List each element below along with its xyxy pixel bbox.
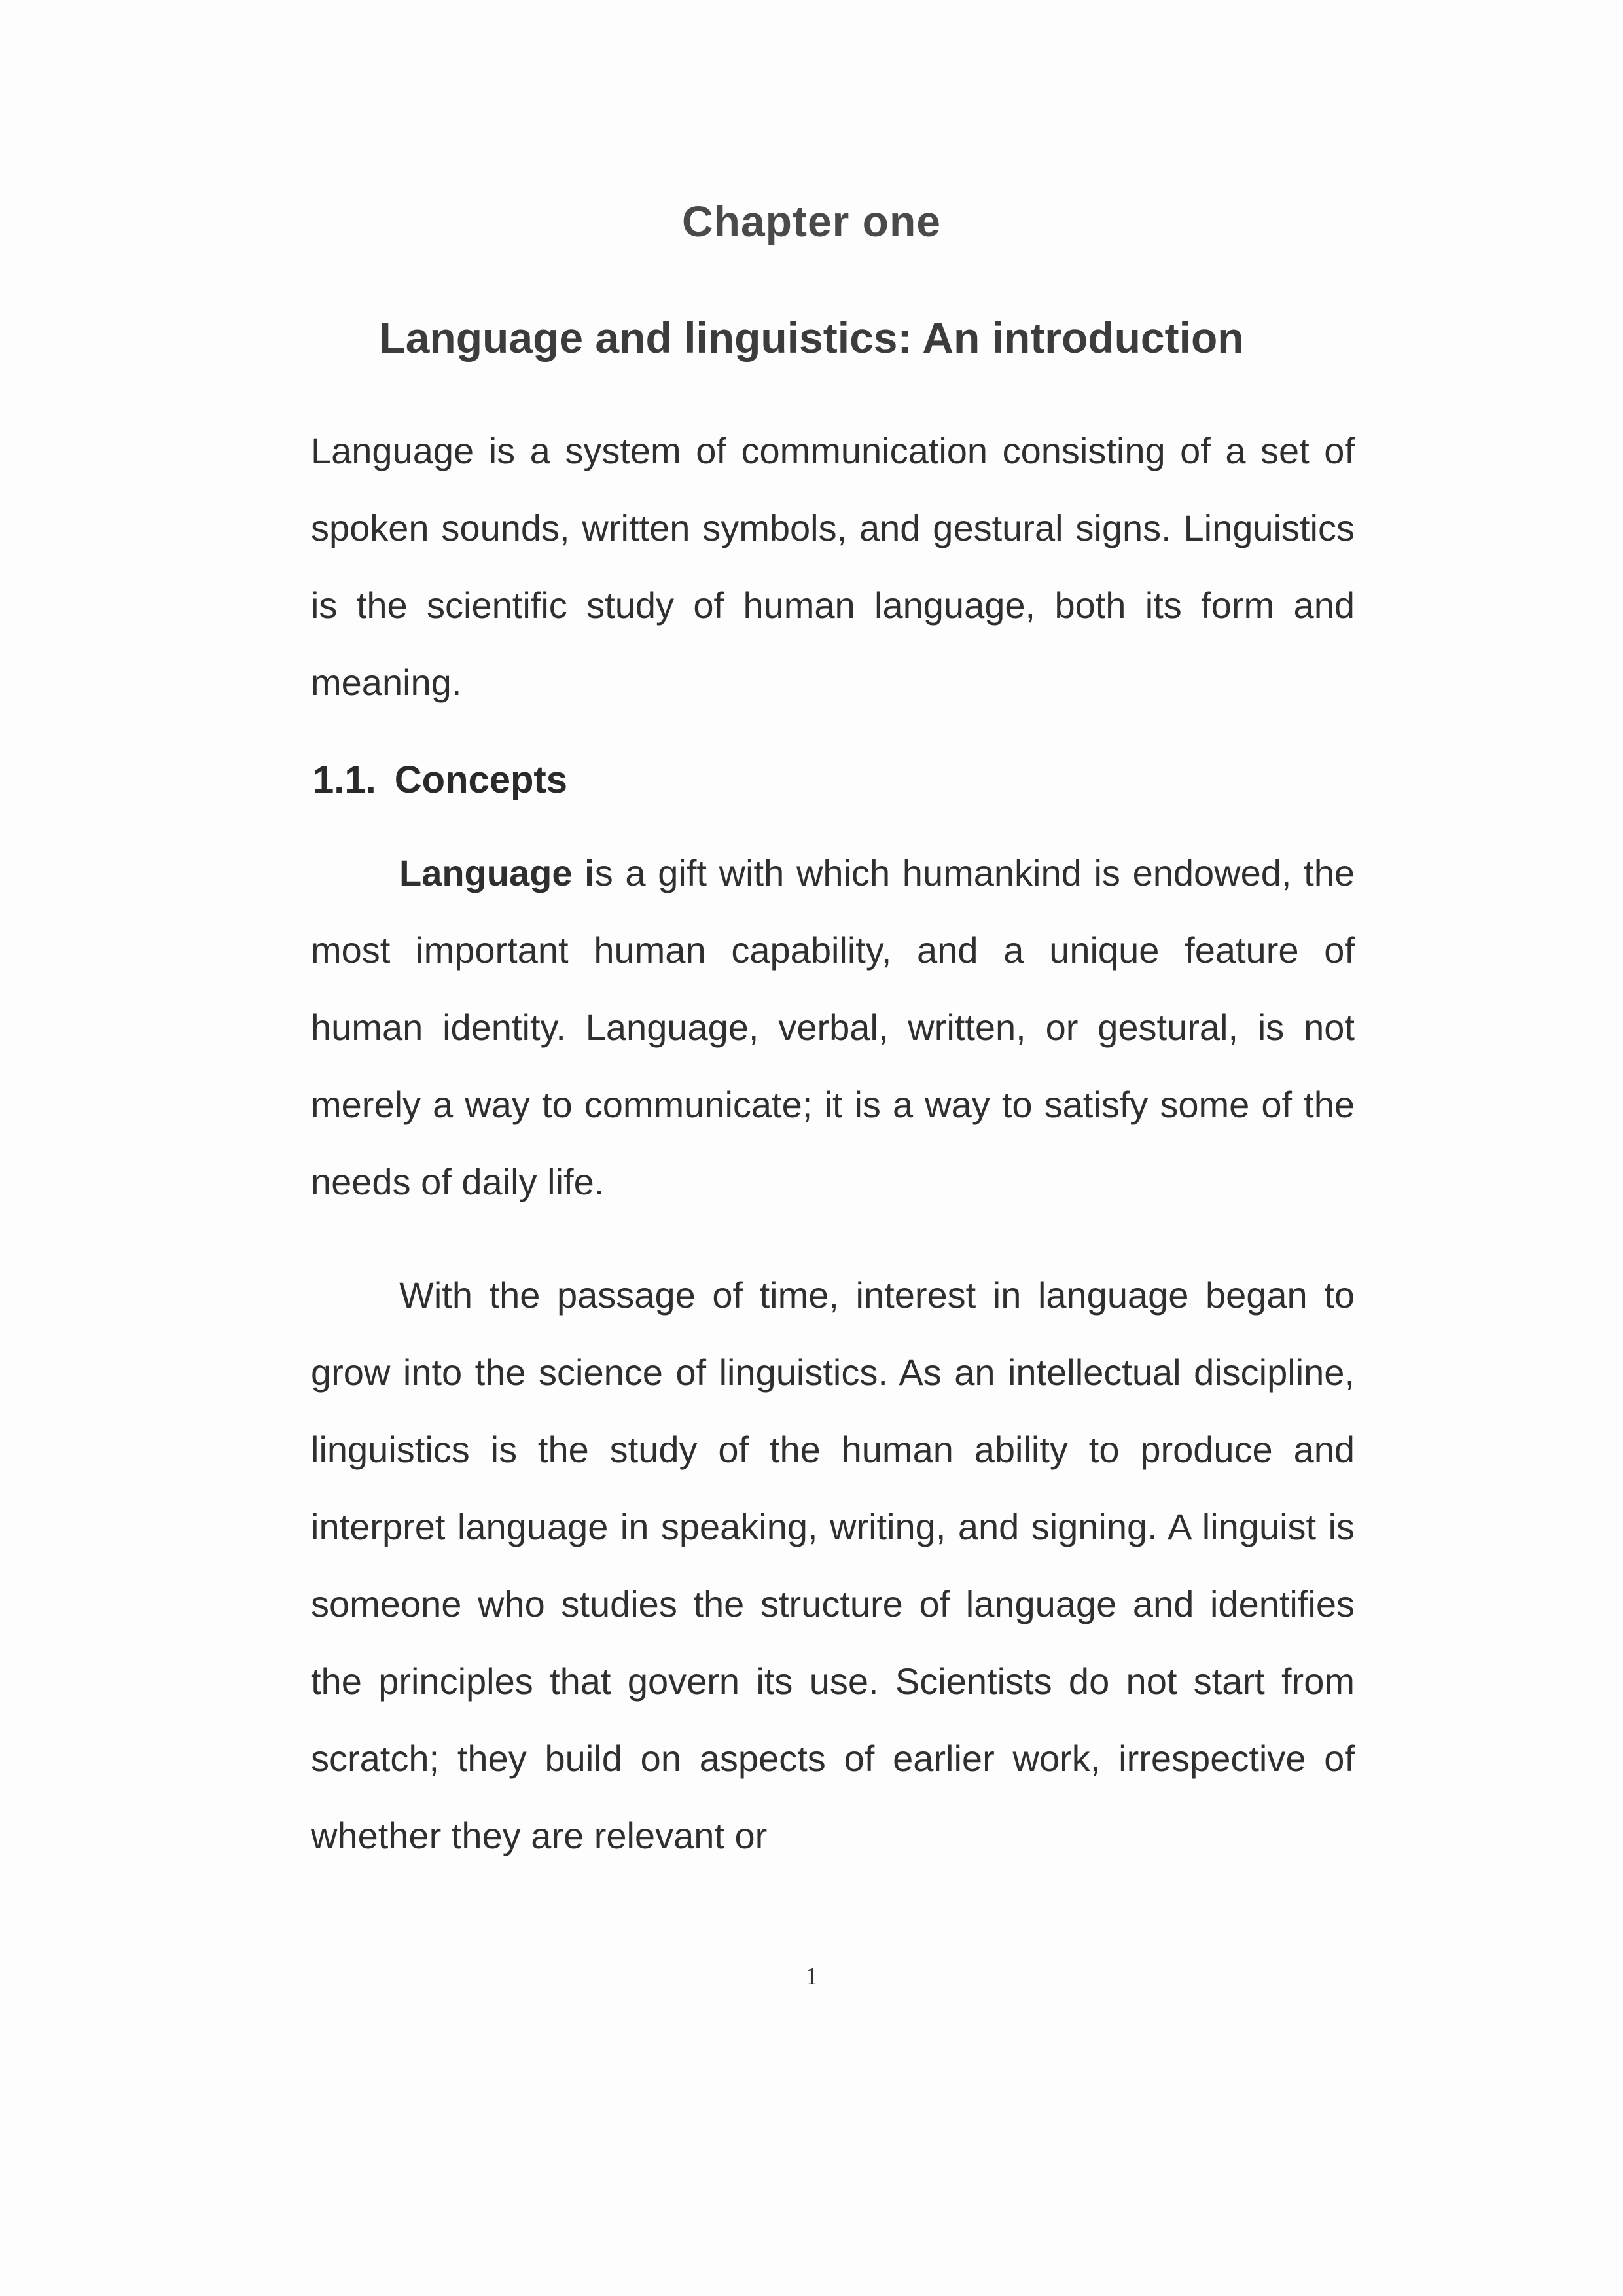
paragraph-lead-term: Language i (399, 852, 595, 893)
page-number: 1 (805, 1963, 818, 1990)
chapter-title: Language and linguistics: An introduction (379, 314, 1244, 362)
section-heading (313, 758, 567, 802)
section-number: 1.1. (313, 759, 376, 801)
body-paragraph (311, 834, 1355, 1221)
section-title: Concepts (394, 759, 568, 801)
body-paragraph: With the passage of time, interest in language began to grow into the science of linguistics. As an intellectual discipline, linguistics is the study of the human ability to produce and interpret language in speaking, writing, and signing. A linguist is someone who studies the structure of language and identifies the principles that govern its use. Scientists do not start from scratch; they build on aspects of earlier work, irrespective of whether they are relevant or (311, 1274, 1355, 1856)
paragraph-text: s a gift with which humankind is endowed, the most important human capability, and a unique feature of human identity. Language, verbal, written, or gestural, is not merely a way to communicate; it is a way to satisfy some of the needs of daily life. (311, 852, 1355, 1202)
chapter-label: Chapter one (681, 197, 942, 245)
intro-paragraph: Language is a system of communication consisting of a set of spoken sounds, written symbols, and gestural signs. Linguistics is the scientific study of human language, both its form and meaning. (311, 430, 1355, 703)
